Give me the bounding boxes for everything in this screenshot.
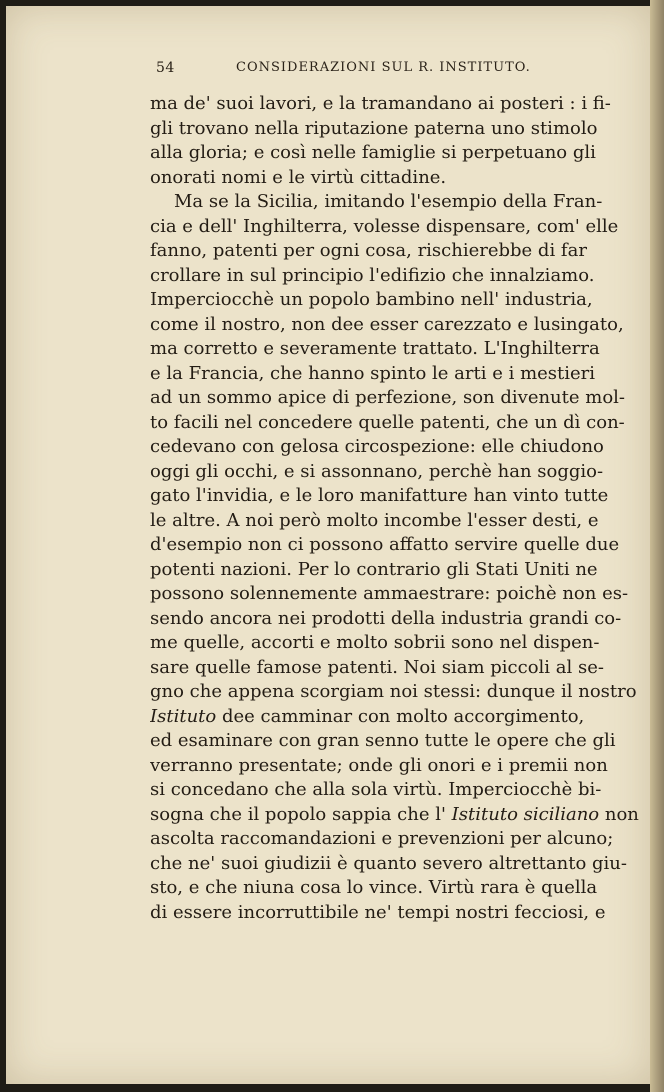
text-fragment: dee camminar con molto accorgimento, (216, 705, 585, 727)
text-line: onorati nomi e le virtù cittadine. (150, 166, 447, 188)
text-line: cia e dell' Inghilterra, volesse dispensare, com' elle (150, 215, 619, 237)
running-head: CONSIDERAZIONI SUL R. INSTITUTO. (236, 60, 531, 75)
text-line: gli trovano nella riputazione paterna uno stimolo (150, 117, 598, 139)
text-line: verranno presentate; onde gli onori e i premii non (150, 754, 608, 776)
italic-term: Istituto siciliano (451, 803, 600, 825)
text-line: che ne' suoi giudizii è quanto severo altrettanto giu- (150, 852, 627, 874)
text-line: gato l'invidia, e le loro manifatture han vinto tutte (150, 485, 609, 506)
book-page (6, 6, 650, 1084)
text-line: possono solennemente ammaestrare: poichè non es- (150, 583, 629, 604)
text-line (150, 803, 650, 828)
text-line: Imperciocchè un popolo bambino nell' industria, (150, 289, 593, 310)
page-header (156, 60, 576, 86)
text-line: ma corretto e severamente trattato. L'Inghilterra (150, 338, 600, 359)
text-line: sare quelle famose patenti. Noi siam piccoli al se- (150, 656, 604, 678)
text-line: potenti nazioni. Per lo contrario gli Stati Uniti ne (150, 558, 598, 580)
text-line: e la Francia, che hanno spinto le arti e i mestieri (150, 362, 596, 384)
text-line: to facili nel concedere quelle patenti, che un dì con- (150, 411, 625, 433)
text-line: me quelle, accorti e molto sobrii sono nel dispen- (150, 632, 600, 653)
book-edge (650, 0, 664, 1092)
text-line: fanno, patenti per ogni cosa, rischierebbe di far (150, 240, 587, 261)
body-text (150, 92, 650, 925)
text-line: ascolta raccomandazioni e prevenzioni per alcuno; (150, 828, 614, 849)
text-fragment: sogna che il popolo sappia che l' (150, 803, 452, 825)
text-line: di essere incorruttibile ne' tempi nostri fecciosi, e (150, 901, 606, 923)
text-fragment: non (599, 803, 639, 825)
text-line: d'esempio non ci possono affatto servire quelle due (150, 534, 620, 555)
text-line: sendo ancora nei prodotti della industria grandi co- (150, 607, 622, 629)
italic-term: Istituto (150, 705, 217, 727)
text-line (150, 705, 650, 730)
text-line: oggi gli occhi, e si assonnano, perchè han soggio- (150, 460, 604, 482)
text-line: come il nostro, non dee esser carezzato e lusingato, (150, 313, 624, 335)
text-line: ma de' suoi lavori, e la tramandano ai posteri : i fi- (150, 93, 611, 114)
page-number: 54 (156, 60, 175, 76)
text-line: sto, e che niuna cosa lo vince. Virtù rara è quella (150, 877, 598, 898)
text-line: le altre. A noi però molto incombe l'esser desti, e (150, 509, 599, 531)
text-line: ad un sommo apice di perfezione, son divenute mol- (150, 387, 626, 408)
text-line: alla gloria; e così nelle famiglie si perpetuano gli (150, 142, 596, 163)
text-line: cedevano con gelosa circospezione: elle chiudono (150, 436, 604, 457)
text-line: gno che appena scorgiam noi stessi: dunque il nostro (150, 681, 637, 702)
text-line: si concedano che alla sola virtù. Imperciocchè bi- (150, 779, 602, 800)
text-line: ed esaminare con gran senno tutte le opere che gli (150, 730, 616, 751)
text-line: crollare in sul principio l'edifizio che innalziamo. (150, 264, 595, 286)
text-line: Ma se la Sicilia, imitando l'esempio della Fran- (174, 191, 603, 212)
